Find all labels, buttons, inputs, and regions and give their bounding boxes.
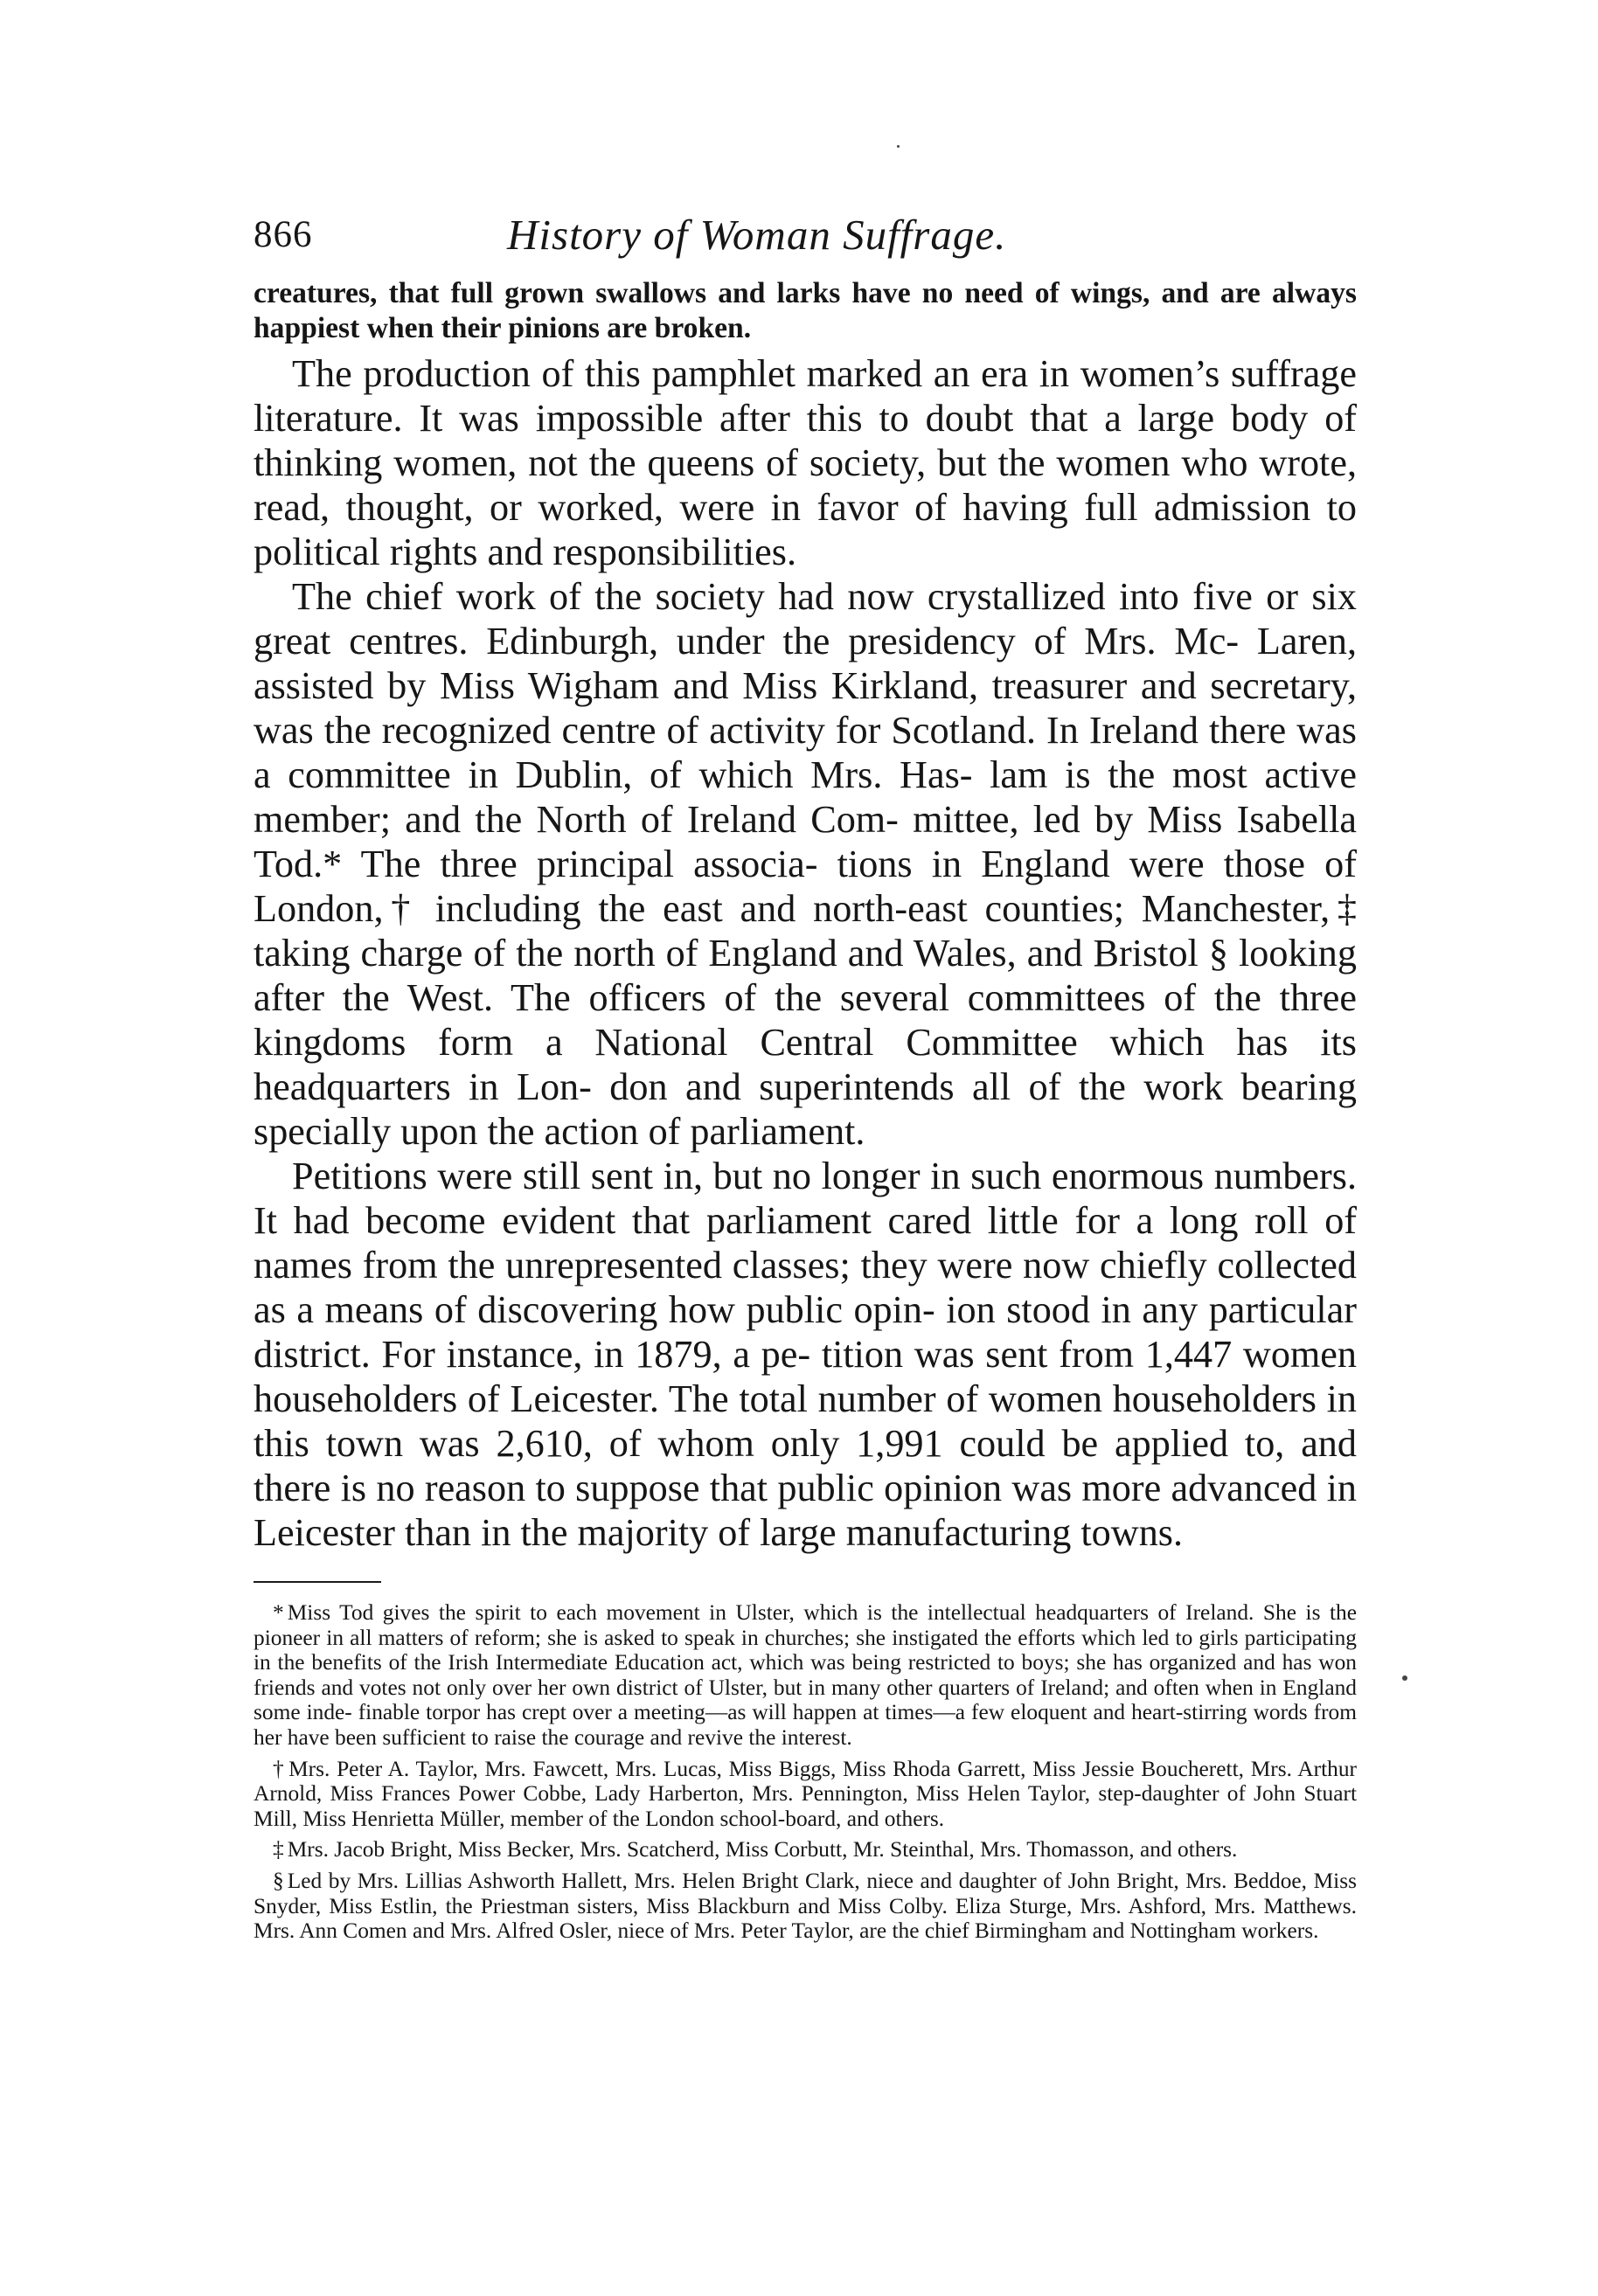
footnote-text: Led by Mrs. Lillias Ashworth Hallett, Mrs. Helen Bright Clark, niece and daughter of John Bright, Mrs. Beddoe, Miss Snyder, Miss Estlin, the Priestman sisters, Miss Blackburn and Miss Colby. Eliza Sturge, Mrs. Ashford, Mrs. Matthews. Mrs. Ann Comen and Mrs. Alfred Osler, niece of Mrs. Peter Taylor, are the chief Birmingham and Nottingham workers. — [254, 1868, 1357, 1944]
paragraph-pamphlet: The production of this pamphlet marked an era in women’s suffrage literature. It was impossible after this to doubt that a large body of thinking women, not the queens of society, but the women who wrote, read, thought, or worked, were in favor of having full admission to political rights and responsibilities. — [254, 352, 1357, 573]
footnote-mark: * — [273, 1600, 284, 1625]
footnote-section — [254, 1869, 1357, 1944]
footnote-text: Mrs. Jacob Bright, Miss Becker, Mrs. Scatcherd, Miss Corbutt, Mr. Steinthal, Mrs. Thomasson, and others. — [287, 1837, 1238, 1862]
print-speck — [897, 145, 900, 148]
paragraph-continuation: creatures, that full grown swallows and larks have no need of wings, and are always happiest when their pinions are broken. — [254, 277, 1357, 344]
running-head — [254, 210, 1357, 276]
paragraph-petitions: Petitions were still sent in, but no longer in such enormous numbers. It had become evident that parliament cared little for a long roll of names from the unrepresented classes; they were now chiefly collected as a means of discovering how public opin- ion stood in any particular district. For instance, in 1879, a pe- tition was sent from 1,447 women householders of Leicester. The total number of women householders in this town was 2,610, of whom only 1,991 could be applied to, and there is no reason to suppose that public opinion was more advanced in Leicester than in the majority of large manufacturing towns. — [254, 1155, 1357, 1554]
page-number: 866 — [254, 214, 313, 255]
footnote-dagger — [254, 1757, 1357, 1832]
footnote-mark: ‡ — [273, 1837, 284, 1862]
footnote-text: Miss Tod gives the spirit to each movement in Ulster, which is the intellectual headquarters of Ireland. She is the pioneer in all matters of reform; she is asked to speak in churches; she instigated the efforts which led to girls participating in the benefits of the Irish Intermediate Education act, which was being restricted to boys; she has organized and has won friends and votes not only over her own district of Ulster, but in many other quarters of Ireland; and often when in England some inde- finable torpor has crept over a meeting—as will happen at times—a few eloquent and heart-stirring words from her have been sufficient to raise the courage and revive the interest. — [254, 1600, 1357, 1750]
footnote-asterisk — [254, 1600, 1357, 1751]
footnote-text: Mrs. Peter A. Taylor, Mrs. Fawcett, Mrs. Lucas, Miss Biggs, Miss Rhoda Garrett, Miss Jessie Boucherett, Mrs. Arthur Arnold, Miss Frances Power Cobbe, Lady Harberton, Mrs. Pennington, Miss Helen Taylor, step-daughter of John Stuart Mill, Miss Henrietta Müller, member of the London school-board, and others. — [254, 1756, 1357, 1831]
footnote-divider — [254, 1581, 381, 1583]
paragraph-society-centres: The chief work of the society had now crystallized into five or six great centres. Edinburgh, under the presidency of Mrs. Mc- Laren, assisted by Miss Wigham and Miss Kirkland, treasurer and secretary, was the recognized centre of activity for Scotland. In Ireland there was a committee in Dublin, of which Mrs. Has- lam is the most active member; and the North of Ireland Com- mittee, led by Miss Isabella Tod.* The three principal associa- tions in England were those of London,† including the east and north-east counties; Manchester,‡ taking charge of the north of England and Wales, and Bristol § looking after the West. The officers of the several committees of the three kingdoms form a National Central Committee which has its headquarters in Lon- don and superintends all of the work bearing specially upon the action of parliament. — [254, 575, 1357, 1153]
print-speck — [1402, 1675, 1407, 1681]
running-title: History of Woman Suffrage. — [507, 211, 1007, 259]
footnote-double-dagger — [254, 1837, 1357, 1862]
footnote-mark: † — [273, 1756, 286, 1781]
book-page — [254, 210, 1357, 1950]
footnote-mark: § — [273, 1868, 284, 1893]
footnotes — [254, 1600, 1357, 1944]
